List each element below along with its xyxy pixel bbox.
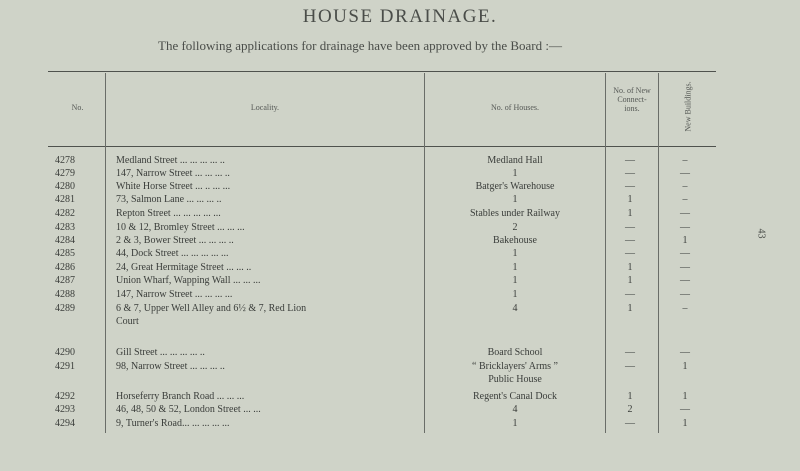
table-row — [0, 262, 800, 275]
row-locality: 9, Turner's Road... ... ... ... ... — [116, 418, 230, 429]
row-locality: Gill Street ... ... ... ... .. — [116, 347, 205, 358]
row-number: 4291 — [55, 361, 75, 372]
row-houses: 1 — [512, 194, 518, 205]
row-houses: 4 — [512, 303, 518, 314]
row-new-buildings: — — [680, 262, 690, 273]
page-title: HOUSE DRAINAGE. — [302, 6, 498, 27]
row-connections: — — [625, 168, 635, 179]
row-connections: — — [625, 289, 635, 300]
row-number: 4278 — [55, 155, 75, 166]
header-locality: Locality. — [250, 103, 280, 112]
table-row — [0, 168, 800, 181]
table-top-rule — [48, 71, 716, 72]
row-number: 4287 — [55, 275, 75, 286]
row-houses: 1 — [512, 248, 518, 259]
row-new-buildings: 1 — [682, 418, 688, 429]
table-row — [0, 155, 800, 168]
row-connections: — — [625, 347, 635, 358]
header-houses: No. of Houses. — [491, 103, 539, 112]
table-row — [0, 181, 800, 194]
row-locality: Medland Street ... ... ... ... .. — [116, 155, 225, 166]
row-locality: 147, Narrow Street ... ... ... .. — [116, 168, 230, 179]
row-houses: Medland Hall — [487, 155, 543, 166]
row-new-buildings: 1 — [682, 361, 688, 372]
row-locality: 24, Great Hermitage Street ... ... .. — [116, 262, 252, 273]
row-new-buildings: — — [680, 168, 690, 179]
row-new-buildings: – — [682, 303, 688, 314]
page-subtitle: The following applications for drainage have been approved by the Board :— — [158, 38, 562, 53]
row-locality: 98, Narrow Street ... ... ... .. — [116, 361, 225, 372]
row-houses: 1 — [512, 168, 518, 179]
row-houses: Batger's Warehouse — [475, 181, 555, 192]
row-connections: 1 — [627, 391, 633, 402]
table-row — [0, 347, 800, 360]
row-locality-cont: Court — [116, 316, 139, 327]
row-connections: — — [625, 418, 635, 429]
row-locality: 2 & 3, Bower Street ... ... ... .. — [116, 235, 234, 246]
header-buildings: New Buildings. — [683, 81, 693, 132]
row-locality: Repton Street ... ... ... ... ... — [116, 208, 221, 219]
row-new-buildings: — — [680, 275, 690, 286]
table-row — [0, 235, 800, 248]
row-number: 4284 — [55, 235, 75, 246]
row-locality: 44, Dock Street ... ... ... ... ... — [116, 248, 229, 259]
row-connections: 1 — [627, 194, 633, 205]
row-new-buildings: — — [680, 208, 690, 219]
row-houses: 1 — [512, 289, 518, 300]
row-houses: Board School — [487, 347, 543, 358]
table-row — [0, 289, 800, 302]
row-houses: Regent's Canal Dock — [472, 391, 557, 402]
page-number: 43 — [755, 228, 767, 239]
row-houses: 1 — [512, 418, 518, 429]
row-connections: — — [625, 248, 635, 259]
row-number: 4280 — [55, 181, 75, 192]
row-number: 4292 — [55, 391, 75, 402]
row-connections: — — [625, 361, 635, 372]
row-new-buildings: — — [680, 289, 690, 300]
row-houses: “ Bricklayers' Arms ” — [472, 361, 558, 372]
row-connections: 1 — [627, 208, 633, 219]
row-number: 4290 — [55, 347, 75, 358]
row-number: 4289 — [55, 303, 75, 314]
row-connections: — — [625, 155, 635, 166]
row-locality: Horseferry Branch Road ... ... ... — [116, 391, 245, 402]
row-houses: 1 — [512, 275, 518, 286]
row-new-buildings: – — [682, 194, 688, 205]
header-no: No. — [71, 103, 84, 112]
row-connections: 1 — [627, 303, 633, 314]
row-connections: — — [625, 235, 635, 246]
row-houses: 1 — [512, 262, 518, 273]
row-locality: 46, 48, 50 & 52, London Street ... ... — [116, 404, 261, 415]
table-header-rule — [48, 146, 716, 147]
row-number: 4293 — [55, 404, 75, 415]
table-row — [0, 275, 800, 288]
row-houses: 4 — [512, 404, 518, 415]
row-number: 4288 — [55, 289, 75, 300]
row-new-buildings: — — [680, 248, 690, 259]
row-new-buildings: 1 — [682, 235, 688, 246]
table-row — [0, 303, 800, 327]
row-new-buildings: — — [680, 404, 690, 415]
row-locality: White Horse Street ... .. ... ... — [116, 181, 231, 192]
row-houses-cont: Public House — [488, 374, 542, 385]
row-connections: — — [625, 222, 635, 233]
row-number: 4281 — [55, 194, 75, 205]
row-houses: Stables under Railway — [470, 208, 560, 219]
row-locality: 73, Salmon Lane ... ... ... .. — [116, 194, 222, 205]
row-houses: 2 — [512, 222, 518, 233]
row-new-buildings: 1 — [682, 391, 688, 402]
table-row — [0, 361, 800, 385]
row-number: 4279 — [55, 168, 75, 179]
row-connections: 2 — [627, 404, 633, 415]
row-number: 4285 — [55, 248, 75, 259]
table-row — [0, 404, 800, 417]
row-connections: 1 — [627, 275, 633, 286]
row-locality: 147, Narrow Street ... ... ... ... — [116, 289, 233, 300]
row-connections: — — [625, 181, 635, 192]
row-number: 4294 — [55, 418, 75, 429]
table-row — [0, 208, 800, 221]
row-locality: 10 & 12, Bromley Street ... ... ... — [116, 222, 245, 233]
table-row — [0, 391, 800, 404]
row-number: 4286 — [55, 262, 75, 273]
header-connections: No. of New Connect- ions. — [613, 86, 651, 113]
table-row — [0, 222, 800, 235]
row-locality: 6 & 7, Upper Well Alley and 6½ & 7, Red Lion — [116, 303, 307, 314]
row-connections: 1 — [627, 262, 633, 273]
row-number: 4282 — [55, 208, 75, 219]
row-number: 4283 — [55, 222, 75, 233]
row-new-buildings: – — [682, 155, 688, 166]
table-row — [0, 194, 800, 207]
row-houses: Bakehouse — [493, 235, 537, 246]
row-new-buildings: – — [682, 181, 688, 192]
row-new-buildings: — — [680, 222, 690, 233]
row-new-buildings: — — [680, 347, 690, 358]
table-row — [0, 248, 800, 261]
row-locality: Union Wharf, Wapping Wall ... ... ... — [116, 275, 261, 286]
table-row — [0, 418, 800, 431]
